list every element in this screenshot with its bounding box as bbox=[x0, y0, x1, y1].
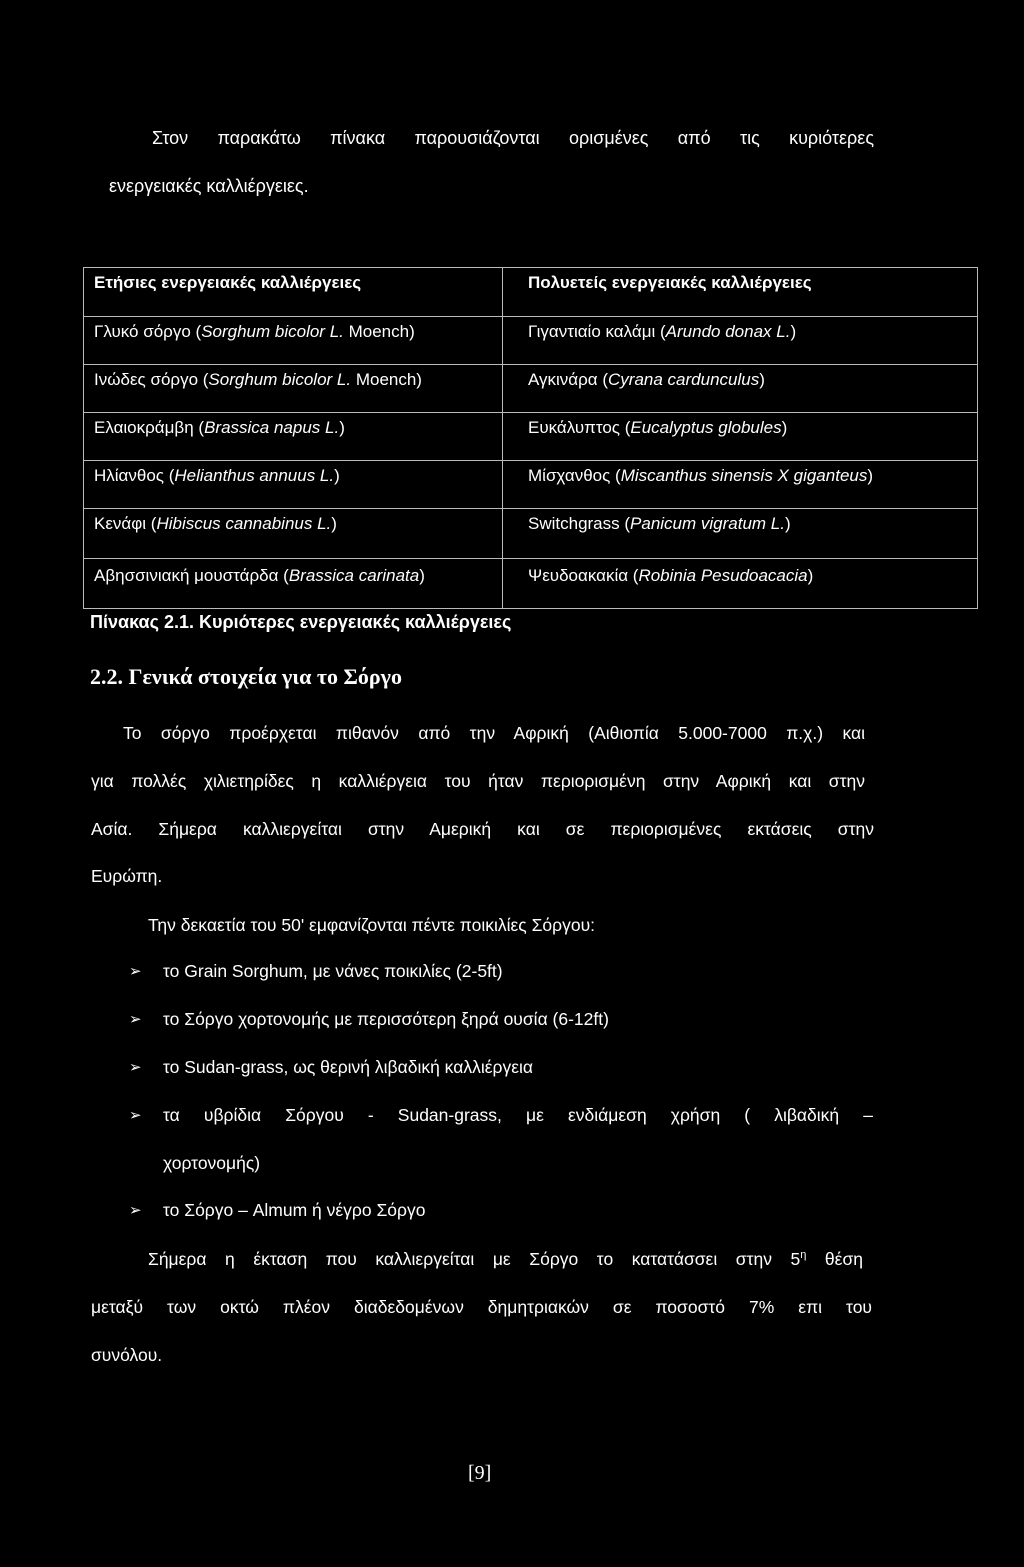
page-number: [9] bbox=[468, 1462, 492, 1484]
table-cell-perennial: Γιγαντιαίο καλάμι (Arundo donax L.) bbox=[528, 322, 797, 341]
paragraph-line: Ευρώπη. bbox=[91, 866, 163, 886]
paragraph-line: Σήμερα η έκταση που καλλιεργείται με Σόργο το κατατάσσει στην $5^\eta$ θέση bbox=[148, 1249, 863, 1269]
paragraph-line: Το σόργο προέρχεται πιθανόν από την Αφρική (Αιθιοπία 5.000-7000 π.χ.) και bbox=[123, 723, 865, 743]
list-item: το Sudan-grass, ως θερινή λιβαδική καλλιέργεια bbox=[163, 1057, 534, 1077]
table-column-divider bbox=[502, 268, 503, 608]
table-cell-annual: Ινώδες σόργο (Sorghum bicolor L. Moench) bbox=[94, 370, 422, 389]
table-cell-annual: Ελαιοκράμβη (Brassica napus L.) bbox=[94, 418, 345, 437]
table-cell-perennial: Ψευδοακακία (Robinia Pesudoacacia) bbox=[528, 566, 814, 585]
table-row-divider bbox=[84, 316, 977, 317]
table-row-divider bbox=[84, 460, 977, 461]
paragraph-line: Ασία. Σήμερα καλλιεργείται στην Αμερική και σε περιορισμένες εκτάσεις στην bbox=[91, 819, 874, 839]
bullet-arrow-icon: ➢ bbox=[129, 1011, 142, 1028]
paragraph-line: για πολλές χιλιετηρίδες η καλλιέργεια του ήταν περιορισμένη στην Αφρική και στην bbox=[91, 771, 865, 791]
list-item: το Grain Sorghum, με νάνες ποικιλίες (2-5ft) bbox=[163, 961, 503, 981]
header-perennial: Πολυετείς ενεργειακές καλλιέργειες bbox=[528, 273, 812, 292]
energy-crops-table bbox=[83, 267, 978, 609]
bullet-arrow-icon: ➢ bbox=[129, 1059, 142, 1076]
list-item: το Σόργο – Almum ή νέγρο Σόργο bbox=[163, 1200, 426, 1220]
table-cell-annual: Αβησσινιακή μουστάρδα (Brassica carinata) bbox=[94, 566, 425, 585]
table-cell-perennial: Αγκινάρα (Cyrana cardunculus) bbox=[528, 370, 765, 389]
list-item-continuation: χορτονομής) bbox=[163, 1153, 261, 1173]
table-cell-perennial: Switchgrass (Panicum vigratum L.) bbox=[528, 514, 791, 533]
table-cell-annual: Γλυκό σόργο (Sorghum bicolor L. Moench) bbox=[94, 322, 415, 341]
list-item: τα υβρίδια Σόργου - Sudan-grass, με ενδιάμεση χρήση ( λιβαδική – bbox=[163, 1105, 873, 1125]
table-row-divider bbox=[84, 412, 977, 413]
table-cell-perennial: Μίσχανθος (Miscanthus sinensis X giganteus) bbox=[528, 466, 874, 485]
list-item: το Σόργο χορτονομής με περισσότερη ξηρά ουσία (6-12ft) bbox=[163, 1009, 609, 1029]
table-row-divider bbox=[84, 508, 977, 509]
table-row-divider bbox=[84, 558, 977, 559]
paragraph-line: μεταξύ των οκτώ πλέον διαδεδομένων δημητριακών σε ποσοστό 7% επι του bbox=[91, 1297, 872, 1317]
varieties-intro: Την δεκαετία του 50' εμφανίζονται πέντε ποικιλίες Σόργου: bbox=[148, 915, 596, 935]
paragraph-line: συνόλου. bbox=[91, 1345, 163, 1365]
table-row-divider bbox=[84, 364, 977, 365]
section-heading: 2.2. Γενικά στοιχεία για το Σόργο bbox=[90, 664, 402, 689]
intro-line-2: ενεργειακές καλλιέργειες. bbox=[109, 176, 309, 196]
table-cell-annual: Κενάφι (Hibiscus cannabinus L.) bbox=[94, 514, 337, 533]
table-cell-annual: Ηλίανθος (Helianthus annuus L.) bbox=[94, 466, 340, 485]
header-annual: Ετήσιες ενεργειακές καλλιέργειες bbox=[94, 273, 362, 292]
table-caption: Πίνακας 2.1. Κυριότερες ενεργειακές καλλιέργειες bbox=[90, 612, 512, 632]
bullet-arrow-icon: ➢ bbox=[129, 963, 142, 980]
table-cell-perennial: Ευκάλυπτος (Eucalyptus globules) bbox=[528, 418, 788, 437]
intro-line-1: Στον παρακάτω πίνακα παρουσιάζονται ορισμένες από τις κυριότερες bbox=[152, 128, 874, 148]
bullet-arrow-icon: ➢ bbox=[129, 1107, 142, 1124]
bullet-arrow-icon: ➢ bbox=[129, 1202, 142, 1219]
